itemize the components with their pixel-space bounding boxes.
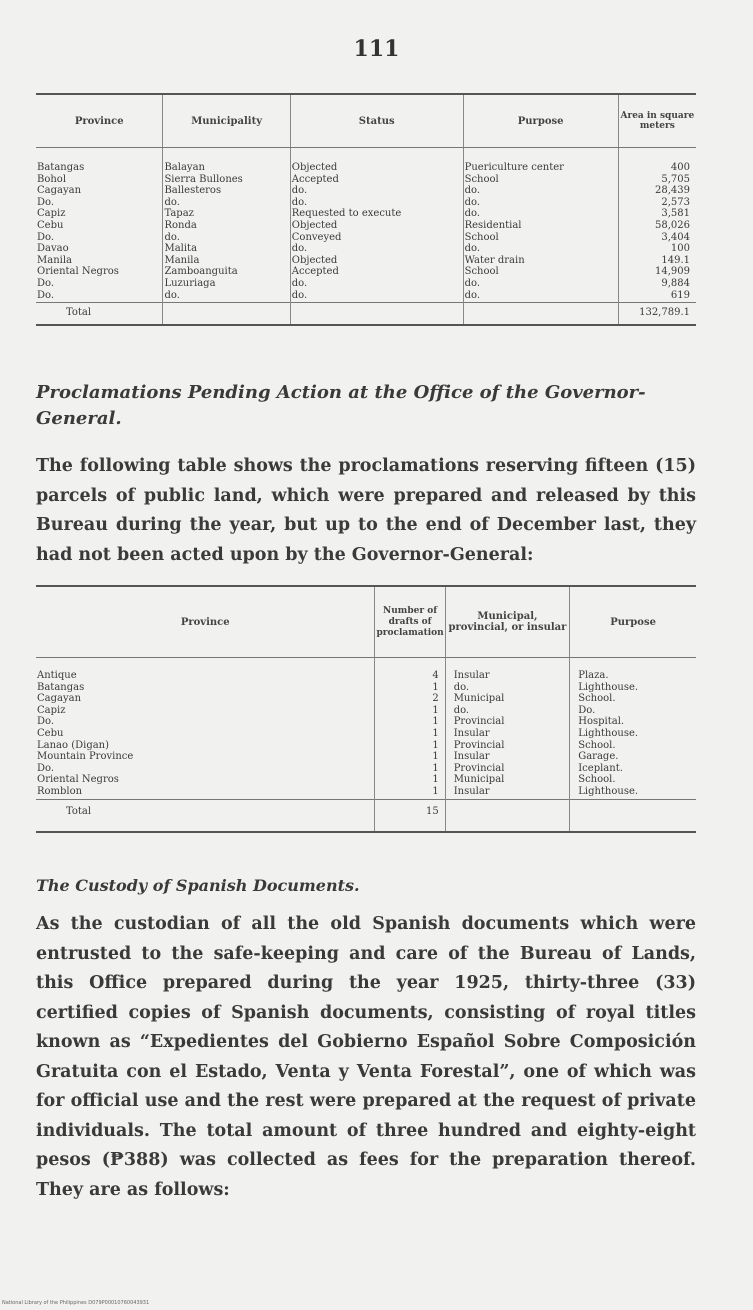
col-province: Province: [36, 94, 163, 148]
page-number: 111: [353, 36, 400, 62]
table-cell: Sierra Bullones: [164, 173, 243, 185]
table-cell: do.: [464, 208, 481, 220]
table-cell: 9,884: [661, 277, 690, 289]
status-column: [290, 148, 463, 303]
table-cell: School.: [578, 774, 616, 786]
table-cell: Water drain: [464, 254, 525, 266]
table-cell: Do.: [37, 716, 55, 728]
table-cell: Do.: [37, 196, 55, 208]
table-cell: Oriental Negros: [37, 774, 119, 786]
area-column: [618, 148, 696, 303]
table-cell: Garage.: [578, 751, 619, 763]
table-cell: do.: [464, 243, 481, 255]
table-cell: 14,909: [655, 266, 690, 278]
col-status: Status: [290, 94, 463, 148]
table-cell: Zamboanguita: [164, 266, 238, 278]
table-cell: do.: [291, 185, 308, 197]
province-column: [36, 658, 375, 800]
table-cell: School: [464, 173, 499, 185]
table-cell: Ballesteros: [164, 185, 222, 197]
paragraph-spanish-documents: As the custodian of all the old Spanish documents which were entrusted to the safe-keeping and care of the Bureau of Lands, this Office prepared during the year 1925, thirty-three (33) certified copies of Spanish documents, consisting of royal titles known as “Expedientes del Gobierno Español Sobre Composición Gratuita con el Estado, Venta y Venta Forestal”, one of which was for official use and the rest were prepared at the request of private individuals. The total amount of three hundred and eighty-eight pesos (₱388) was collected as fees for the preparation thereof. They are as follows:: [36, 914, 696, 1200]
table-cell: 1: [432, 751, 439, 763]
table-cell: do.: [464, 185, 481, 197]
table-cell: Municipal: [453, 693, 505, 705]
table-cell: Cagayan: [37, 693, 82, 705]
table-cell: 2: [432, 693, 439, 705]
table-cell: Insular: [453, 727, 490, 739]
table-cell: Cagayan: [37, 185, 82, 197]
col-area: Area in square meters: [618, 94, 696, 148]
table-total-row: [36, 799, 696, 832]
table-body: [36, 658, 696, 800]
table-cell: Antique: [37, 670, 77, 681]
table-cell: 1: [432, 716, 439, 728]
table-cell: Provincial: [453, 716, 505, 728]
table-cell: Davao: [37, 243, 69, 255]
table-cell: Malita: [164, 243, 198, 255]
table-cell: 619: [670, 289, 690, 301]
table-cell: Iceplant.: [578, 762, 623, 774]
municipality-column: [163, 148, 290, 303]
col-number-drafts: Number of drafts of proclamation: [375, 586, 445, 658]
table-cell: Hospital.: [578, 716, 625, 728]
table-cell: Batangas: [37, 681, 85, 693]
table-cell: do.: [453, 681, 470, 693]
table-cell: do.: [291, 277, 308, 289]
level-column: [445, 658, 570, 800]
province-column: [36, 148, 163, 303]
library-footer: National Library of the Philippines D079P00010760043931: [2, 1300, 150, 1306]
table-cell: 149.1: [661, 254, 690, 266]
table-cell: 3,581: [661, 208, 690, 220]
table-cell: 3,404: [661, 231, 690, 243]
col-purpose: Purpose: [570, 586, 696, 658]
table-cell: Cebu: [37, 727, 64, 739]
table-cell: Ronda: [164, 219, 197, 231]
table-cell: Conveyed: [291, 231, 342, 243]
table-cell: Municipal: [453, 774, 505, 786]
table-cell: do.: [164, 289, 180, 301]
table-cell: Manila: [37, 254, 72, 266]
table-cell: Manila: [164, 254, 200, 266]
table-cell: 1: [432, 762, 439, 774]
table-cell: 100: [670, 243, 690, 255]
table-cell: 58,026: [655, 219, 690, 231]
col-purpose: Purpose: [463, 94, 618, 148]
table-cell: Accepted: [291, 266, 339, 278]
table-cell: Capiz: [37, 208, 66, 220]
purpose-column: [570, 658, 696, 800]
table-cell: do.: [291, 243, 308, 255]
table-cell: Provincial: [453, 739, 505, 751]
table-cell: do.: [164, 231, 180, 243]
proclamations-table: [36, 585, 696, 833]
table-cell: Residential: [464, 219, 522, 231]
drafts-column: [375, 658, 445, 800]
col-municipality: Municipality: [163, 94, 290, 148]
table-body: [36, 148, 696, 303]
table-cell: School.: [578, 693, 616, 705]
table-cell: 2,573: [661, 196, 690, 208]
table-cell: 1: [432, 681, 439, 693]
table-cell: Luzuriaga: [164, 277, 216, 289]
table-cell: Requested to execute: [291, 208, 402, 220]
table-cell: Do.: [37, 231, 55, 243]
table-cell: Batangas: [37, 162, 85, 173]
table-cell: 5,705: [661, 173, 690, 185]
table-cell: Plaza.: [578, 670, 609, 681]
col-municipal-provincial-insular: Municipal, provincial, or insular: [445, 586, 570, 658]
table-cell: Insular: [453, 785, 490, 797]
table-cell: Objected: [291, 219, 338, 231]
table-cell: Do.: [578, 704, 596, 716]
total-value: 15: [375, 799, 445, 832]
table-cell: Insular: [453, 751, 490, 763]
table-cell: Do.: [37, 277, 55, 289]
table-cell: Provincial: [453, 762, 505, 774]
table-cell: 1: [432, 785, 439, 797]
table-cell: Objected: [291, 254, 338, 266]
table-cell: School: [464, 266, 499, 278]
table-cell: do.: [291, 289, 308, 301]
table-cell: Do.: [37, 762, 55, 774]
table-cell: School: [464, 231, 499, 243]
total-label: Total: [36, 799, 375, 832]
table-cell: Puericulture center: [464, 162, 564, 173]
table-cell: do.: [291, 196, 308, 208]
table-cell: Objected: [291, 162, 338, 173]
purpose-column: [463, 148, 618, 303]
table-cell: do.: [453, 704, 470, 716]
table-cell: Lighthouse.: [578, 727, 639, 739]
total-value: 132,789.1: [618, 303, 696, 326]
table-cell: do.: [464, 196, 481, 208]
table-cell: do.: [464, 277, 481, 289]
table-header-row: [36, 94, 696, 148]
table-cell: 1: [432, 727, 439, 739]
col-province: Province: [36, 586, 375, 658]
table-cell: Accepted: [291, 173, 339, 185]
table-cell: Balayan: [164, 162, 205, 173]
table-cell: do.: [464, 289, 481, 301]
table-cell: Lanao (Digan): [37, 739, 110, 751]
table-header-row: [36, 586, 696, 658]
table-cell: do.: [164, 196, 180, 208]
table-cell: 1: [432, 739, 439, 751]
table-cell: Romblon: [37, 785, 83, 797]
section-heading-proclamations: Proclamations Pending Action at the Office of the Governor-General.: [36, 382, 646, 429]
table-cell: Bohol: [37, 173, 67, 185]
table-total-row: [36, 303, 696, 326]
section-heading-spanish-documents: The Custody of Spanish Documents.: [36, 876, 360, 895]
total-label: Total: [36, 303, 163, 326]
table-cell: Lighthouse.: [578, 681, 639, 693]
table-cell: Tapaz: [164, 208, 194, 220]
table-cell: 4: [432, 670, 439, 681]
table-cell: 400: [670, 162, 690, 173]
table-cell: School.: [578, 739, 616, 751]
table-cell: 28,439: [655, 185, 690, 197]
table-cell: Oriental Negros: [37, 266, 119, 278]
table-cell: Cebu: [37, 219, 64, 231]
table-cell: Do.: [37, 289, 55, 301]
table-cell: 1: [432, 774, 439, 786]
paragraph-proclamations: The following table shows the proclamations reserving fifteen (15) parcels of public land, which were prepared and released by this Bureau during the year, but up to the end of December last, they had not been acted upon by the Governor-General:: [36, 456, 696, 565]
disposition-table: [36, 93, 696, 326]
table-cell: Capiz: [37, 704, 66, 716]
table-cell: Lighthouse.: [578, 785, 639, 797]
table-cell: Mountain Province: [37, 751, 134, 763]
table-cell: 1: [432, 704, 439, 716]
table-cell: Insular: [453, 670, 490, 681]
